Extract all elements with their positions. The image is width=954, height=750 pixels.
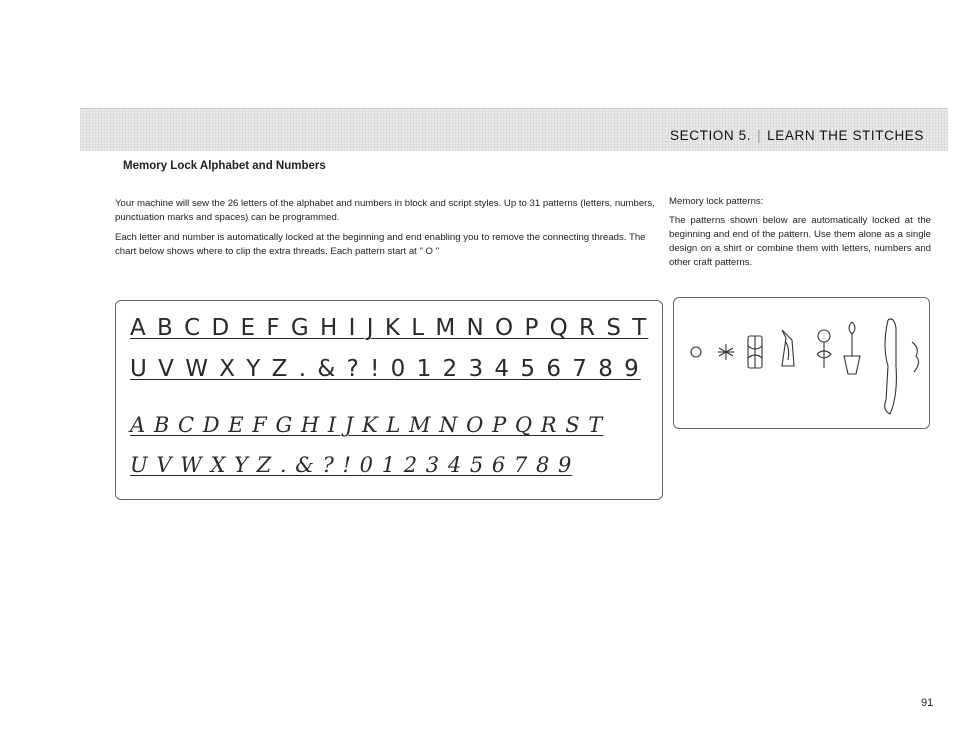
section-title (670, 128, 924, 143)
memory-lock-description (669, 195, 931, 270)
intro-paragraph: Your machine will sew the 26 letters of the alphabet and numbers in block and script styles. Up to 31 patterns (letters, numbers, punctuation marks and spaces) can be programmed. (115, 198, 655, 223)
lock-paragraph: Each letter and number is automatically locked at the beginning and end enabling you to remove the connecting threads. The chart below shows where to clip the extra threads. Each pattern start at " O " (115, 232, 646, 257)
mushroom-pattern-icon (782, 330, 794, 366)
block-letters-row: A B C D E F G H I J K L M N O P Q R S T (130, 315, 649, 341)
page-number: 91 (921, 697, 934, 709)
tulip-pattern-icon (844, 322, 860, 374)
section-separator: | (757, 128, 762, 143)
memory-lock-text: The patterns shown below are automatically locked at the beginning and end of the pattern. Use them alone as a single design on a shirt or combine them with letters, numbers and other craft patterns. (669, 215, 931, 268)
block-letters-numbers-row: U V W X Y Z . & ? ! 0 1 2 3 4 5 6 7 8 9 (130, 356, 641, 382)
memory-lock-title: Memory lock patterns: (669, 196, 764, 207)
patterns-illustration (684, 306, 924, 421)
page-heading: Memory Lock Alphabet and Numbers (123, 160, 326, 172)
script-letters-numbers-row: U V W X Y Z . & ? ! 0 1 2 3 4 5 6 7 8 9 (130, 453, 573, 477)
flower-pattern-icon (817, 330, 831, 368)
alphabet-chart (115, 300, 663, 500)
section-name: LEARN THE STITCHES (767, 128, 924, 143)
script-letters-row: A B C D E F G H I J K L M N O P Q R S T (130, 413, 604, 437)
bow-pattern-icon (748, 336, 762, 368)
tall-figure-pattern-icon (885, 319, 897, 414)
circle-pattern-icon (691, 347, 701, 357)
section-header-band (80, 108, 948, 151)
section-number: SECTION 5. (670, 128, 752, 143)
star-pattern-icon (718, 344, 734, 360)
memory-lock-patterns-box (673, 297, 930, 429)
bracket-pattern-icon (912, 342, 919, 372)
